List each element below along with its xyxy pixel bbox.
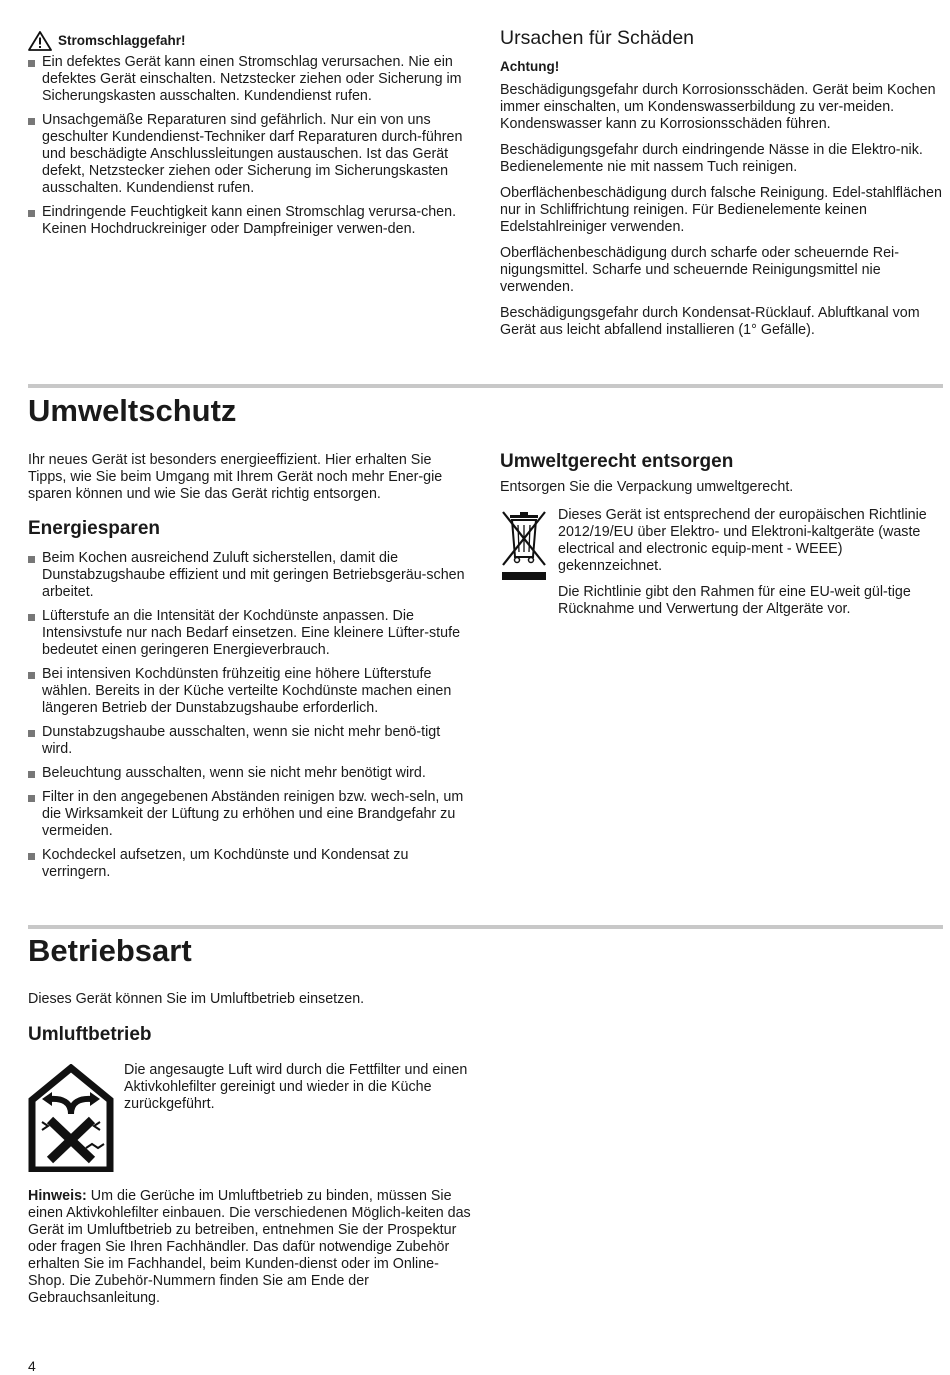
list-item: Dunstabzugshaube ausschalten, wenn sie nicht mehr benö-tigt wird. (28, 724, 473, 758)
energiesparen-title: Energiesparen (28, 518, 160, 539)
electric-shock-warning (28, 31, 473, 245)
hinweis-text: Um die Gerüche im Umluftbetrieb zu binden, müssen Sie einen Aktivkohlefilter einbauen. Die verschiedenen Möglich-keiten das Gerät im Umluftbetrieb zu betreiben, entnehmen Sie der Prospektur oder fragen Sie Ihren Fachhändler. Das dafür notwendige Zubehör erhalten Sie im Fachhandel, beim Kunden-dienst oder im Online-Shop. Die Zubehör-Nummern finden Sie am Ende der Gebrauchsanleitung. (28, 1188, 471, 1306)
warning-title: Stromschlaggefahr! (58, 33, 186, 48)
damage-paragraph: Beschädigungsgefahr durch eindringende Nässe in die Elektro-nik. Bedienelemente nie mit nassem Tuch reinigen. (500, 142, 923, 175)
list-item: Unsachgemäße Reparaturen sind gefährlich. Nur ein von uns geschulter Kundendienst-Techniker darf Reparaturen durch-führen und beschädigte Anschlussleitungen austauschen. Ist das Gerät defekt, Netzstecker ziehen oder Sicherung im Sicherungskasten ausschalten. Kundendienst rufen. (28, 112, 473, 197)
umweltschutz-right-column (500, 450, 945, 496)
betriebsart-section (28, 991, 473, 1047)
caution-label: Achtung! (500, 59, 560, 74)
betriebsart-intro: Dieses Gerät können Sie im Umluftbetrieb einsetzen. (28, 991, 365, 1007)
warning-triangle-icon (28, 31, 52, 51)
list-item: Lüfterstufe an die Intensität der Kochdünste anpassen. Die Intensivstufe nur nach Bedarf einsetzen. Eine kleinere Lüfter-stufe bedeutet einen geringeren Energieverbrauch. (28, 608, 473, 659)
hinweis-label: Hinweis: (28, 1188, 87, 1204)
damage-paragraph: Beschädigungsgefahr durch Kondensat-Rücklauf. Abluftkanal vom Gerät aus leicht abfallend installieren (1° Gefälle). (500, 305, 920, 338)
damage-paragraph: Beschädigungsgefahr durch Korrosionsschäden. Gerät beim Kochen immer einschalten, um Kondenswasserbildung zu ver-meiden. Kondenswasser kann zu Korrosionsschäden führen. (500, 82, 936, 132)
list-item: Eindringende Feuchtigkeit kann einen Stromschlag verursa-chen. Keinen Hochdruckreiniger oder Dampfreiniger verwen-den. (28, 204, 473, 238)
umluftbetrieb-title: Umluftbetrieb (28, 1024, 152, 1045)
weee-text: Dieses Gerät ist entsprechend der europäischen Richtlinie 2012/19/EU über Elektro- und Elektroni-kaltgeräte (waste electrical and electronic equip-ment - WEEE) gekennzeichnet. (558, 507, 927, 574)
section-divider (28, 384, 943, 388)
weee-text-block (558, 507, 943, 618)
list-item: Kochdeckel aufsetzen, um Kochdünste und Kondensat zu verringern. (28, 847, 473, 881)
section-divider (28, 925, 943, 929)
damage-causes-title: Ursachen für Schäden (500, 27, 695, 49)
weee-text-directive: Die Richtlinie gibt den Rahmen für eine EU-weit gül-tige Rücknahme und Verwertung der Altgeräte vor. (558, 584, 911, 617)
list-item: Beleuchtung ausschalten, wenn sie nicht mehr benötigt wird. (28, 765, 473, 782)
umluft-description (124, 1062, 469, 1113)
umweltschutz-left-column (28, 452, 473, 888)
weee-bin-icon (500, 509, 548, 581)
list-item: Filter in den angegebenen Abständen reinigen bzw. wech-seln, um die Wirksamkeit der Lüftung zu erhöhen und eine Brandgefahr zu vermeiden. (28, 789, 473, 840)
damage-causes-section (500, 26, 945, 348)
entsorgen-title: Umweltgerecht entsorgen (500, 451, 734, 472)
umluft-text: Die angesaugte Luft wird durch die Fettfilter und einen Aktivkohlefilter gereinigt und wieder in die Küche zurückgeführt. (124, 1062, 468, 1112)
page-number: 4 (28, 1358, 36, 1374)
umweltschutz-intro: Ihr neues Gerät ist besonders energieeffizient. Hier erhalten Sie Tipps, wie Sie beim Umgang mit Ihrem Gerät noch mehr Ener-gie sparen können und wie Sie das Gerät richtig entsorgen. (28, 452, 443, 502)
energiesparen-list (28, 550, 473, 881)
entsorgen-intro: Entsorgen Sie die Verpackung umweltgerecht. (500, 479, 794, 495)
hinweis-block (28, 1188, 473, 1307)
recirculation-icon (28, 1064, 114, 1172)
damage-paragraph: Oberflächenbeschädigung durch falsche Reinigung. Edel-stahlflächen nur in Schliffrichtung reinigen. Für Bedienelemente keinen Edelstahlreiniger verwenden. (500, 185, 942, 235)
damage-paragraph: Oberflächenbeschädigung durch scharfe oder scheuernde Rei-nigungsmittel. Scharfe und scheuernde Reinigungsmittel nie verwenden. (500, 245, 899, 295)
hinweis-paragraph (28, 1188, 473, 1307)
warning-list (28, 54, 473, 238)
list-item: Beim Kochen ausreichend Zuluft sicherstellen, damit die Dunstabzugshaube effizient und mit geringen Betriebsgeräu-schen arbeitet. (28, 550, 473, 601)
warning-heading (28, 31, 473, 51)
umweltschutz-title: Umweltschutz (28, 393, 237, 428)
list-item: Bei intensiven Kochdünsten frühzeitig eine höhere Lüfterstufe wählen. Bereits in der Küche verteilte Kochdünste machen einen längeren Betrieb der Dunstabzugshaube erforderlich. (28, 666, 473, 717)
betriebsart-title: Betriebsart (28, 933, 192, 968)
list-item: Ein defektes Gerät kann einen Stromschlag verursachen. Nie ein defektes Gerät einschalten. Netzstecker ziehen oder Sicherung im Sicherungskasten ausschalten. Kundendienst rufen. (28, 54, 473, 105)
